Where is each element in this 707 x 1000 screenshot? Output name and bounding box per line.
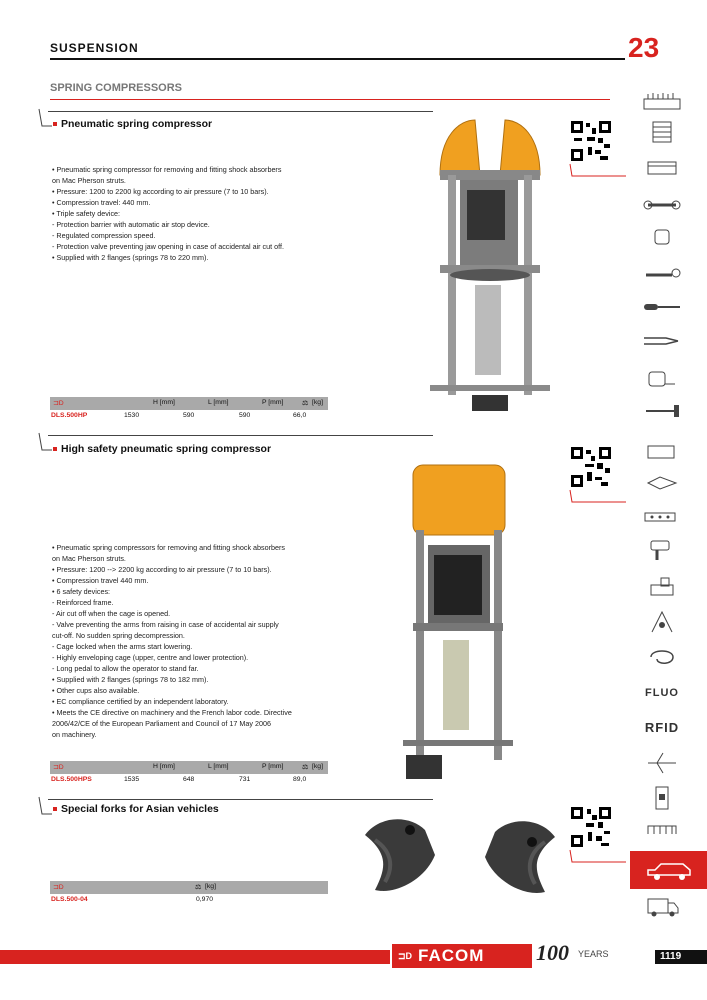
column-header: [kg] [312, 763, 323, 770]
column-header: [kg] [205, 883, 216, 890]
qr-code [570, 806, 612, 848]
tape-measure-icon[interactable] [640, 368, 684, 390]
column-header: H [mm] [153, 399, 175, 406]
feature-list [52, 164, 284, 263]
pliers-icon[interactable] [640, 330, 684, 352]
list-item: • Pneumatic spring compressors for removing and fitting shock absorbers [52, 543, 286, 552]
section-divider [48, 435, 433, 436]
list-item: 2006/42/CE of the European Parliament and Council of 17 May 2006 [52, 719, 271, 728]
safety-hazard-icon[interactable] [640, 606, 684, 638]
circuit-breaker-icon[interactable] [640, 784, 684, 812]
vice-icon[interactable] [640, 574, 684, 602]
hammer-icon[interactable] [640, 400, 684, 422]
fork-left-image [355, 810, 445, 900]
section-divider [48, 111, 433, 112]
list-item: • Other cups also available. [52, 686, 140, 695]
list-item: - Valve preventing the arms from raising in case of accidental air supply [52, 620, 279, 629]
tool-icon: ⊐D [53, 764, 64, 771]
list-item: • Supplied with 2 flanges (springs 78 to 220 mm). [52, 253, 209, 262]
table-cell: 1535 [124, 776, 140, 783]
list-item: - Protection barrier with automatic air stop device. [52, 220, 210, 229]
qr-code [570, 446, 612, 488]
anniversary-logo: 100 [536, 940, 569, 965]
tool-icon: ⊐D [53, 884, 64, 891]
column-header: L [mm] [208, 399, 229, 406]
column-header: H [mm] [153, 763, 175, 770]
wrench-icon[interactable] [640, 194, 684, 216]
list-item: • Pressure: 1200 --> 2200 kg according to air pressure (7 to 10 bars). [52, 565, 272, 574]
table-cell: 590 [239, 412, 251, 419]
column-header: P [mm] [262, 399, 284, 406]
truck-icon[interactable] [640, 892, 684, 920]
reference-code: DLS.500HP [51, 412, 88, 419]
qr-corner-mark [568, 488, 628, 504]
table-cell: 731 [239, 776, 251, 783]
list-item: - Air cut off when the cage is opened. [52, 609, 171, 618]
table-cell: 590 [183, 412, 195, 419]
footer-red-band [0, 950, 390, 964]
high-safety-spring-compressor-image [398, 455, 518, 785]
list-item: - Reinforced frame. [52, 598, 114, 607]
list-item: on Mac Pherson struts. [52, 554, 126, 563]
list-item: • Supplied with 2 flanges (springs 78 to 182 mm). [52, 675, 209, 684]
table-cell: 0,970 [196, 896, 214, 903]
table-row [50, 410, 328, 422]
list-item: • Pressure: 1200 to 2200 kg according to air pressure (7 to 10 bars). [52, 187, 269, 196]
reference-code: DLS.500HPS [51, 776, 92, 783]
rfid-label[interactable]: RFID [644, 719, 680, 735]
list-item: - Regulated compression speed. [52, 231, 156, 240]
qr-corner-mark [568, 848, 628, 864]
automotive-tab-active[interactable] [630, 851, 707, 889]
fluo-label[interactable]: FLUO [645, 687, 679, 699]
pneumatic-spring-compressor-image [420, 115, 560, 420]
terminal-icon[interactable] [640, 818, 684, 840]
reference-code: DLS.500-04 [51, 896, 88, 903]
column-header: L [mm] [208, 763, 229, 770]
facom-logo [392, 944, 532, 968]
feature-list [52, 542, 292, 740]
list-item: • Triple safety device: [52, 209, 121, 218]
tool-icon: ⊐D [53, 400, 64, 407]
brand-name: FACOM [418, 946, 485, 965]
impact-wrench-icon[interactable] [640, 536, 684, 564]
socket-icon[interactable] [640, 226, 684, 248]
list-item: - Highly enveloping cage (upper, centre and lower protection). [52, 653, 249, 662]
subsection-title: SPRING COMPRESSORS [50, 82, 183, 94]
table-cell: 648 [183, 776, 195, 783]
header-divider [50, 58, 625, 60]
section-title-text: High safety pneumatic spring compressor [61, 443, 272, 455]
fork-right-image [480, 812, 565, 902]
table-header [50, 761, 328, 774]
table-header [50, 397, 328, 410]
weight-icon: ⚖ [302, 764, 309, 771]
column-header: [kg] [312, 399, 323, 406]
screwdriver-icon[interactable] [640, 296, 684, 318]
aviation-icon[interactable] [640, 748, 684, 776]
table-row [50, 774, 328, 786]
weight-icon: ⚖ [302, 400, 309, 407]
socket-set-icon[interactable] [640, 90, 684, 112]
cutter-icon[interactable] [640, 472, 684, 494]
subsection-divider [50, 99, 610, 100]
list-item: • EC compliance certified by an independent laboratory. [52, 697, 229, 706]
list-item: - Protection valve preventing jaw opening in case of accidental air cut off. [52, 242, 284, 251]
table-header [50, 881, 328, 894]
list-item: • Compression travel: 440 mm. [52, 198, 151, 207]
section-divider [48, 799, 433, 800]
list-item: on Mac Pherson struts. [52, 176, 126, 185]
tool-cabinet-icon[interactable] [640, 120, 684, 144]
list-item: - Long pedal to allow the operator to stand far. [52, 664, 199, 673]
weight-icon: ⚖ [195, 884, 202, 891]
section-title [53, 443, 271, 455]
electrical-tester-icon[interactable] [640, 506, 684, 528]
cable-icon[interactable] [640, 646, 684, 668]
list-item: • 6 safety devices: [52, 587, 111, 596]
section-title [53, 118, 212, 130]
table-cell: 89,0 [293, 776, 307, 783]
section-title-text: Special forks for Asian vehicles [61, 803, 219, 815]
table-cell: 66,0 [293, 412, 307, 419]
section-title-text: Pneumatic spring compressor [61, 118, 213, 130]
qr-corner-mark [568, 162, 628, 178]
column-header: P [mm] [262, 763, 284, 770]
list-item: on machinery. [52, 730, 97, 739]
list-item: • Compression travel 440 mm. [52, 576, 149, 585]
list-item: - Cage locked when the arms start lowering. [52, 642, 193, 651]
table-cell: 1530 [124, 412, 140, 419]
chapter-number: 23 [628, 32, 660, 63]
page-number: 1119 [660, 951, 682, 962]
hacksaw-icon[interactable] [640, 440, 684, 462]
section-header-title: SUSPENSION [50, 41, 139, 55]
ratchet-icon[interactable] [640, 262, 684, 284]
section-title [53, 803, 219, 815]
list-item: • Meets the CE directive on machinery and the French labor code. Directive [52, 708, 292, 717]
qr-code [570, 120, 612, 162]
list-item: • Pneumatic spring compressor for removing and fitting shock absorbers [52, 165, 282, 174]
tool-box-icon[interactable] [640, 156, 684, 178]
table-row [50, 894, 328, 906]
anniversary-years: YEARS [578, 949, 609, 959]
list-item: cut-off. No sudden spring decompression. [52, 631, 185, 640]
car-icon [630, 851, 707, 889]
logo-symbol: ⊐D [398, 950, 413, 961]
